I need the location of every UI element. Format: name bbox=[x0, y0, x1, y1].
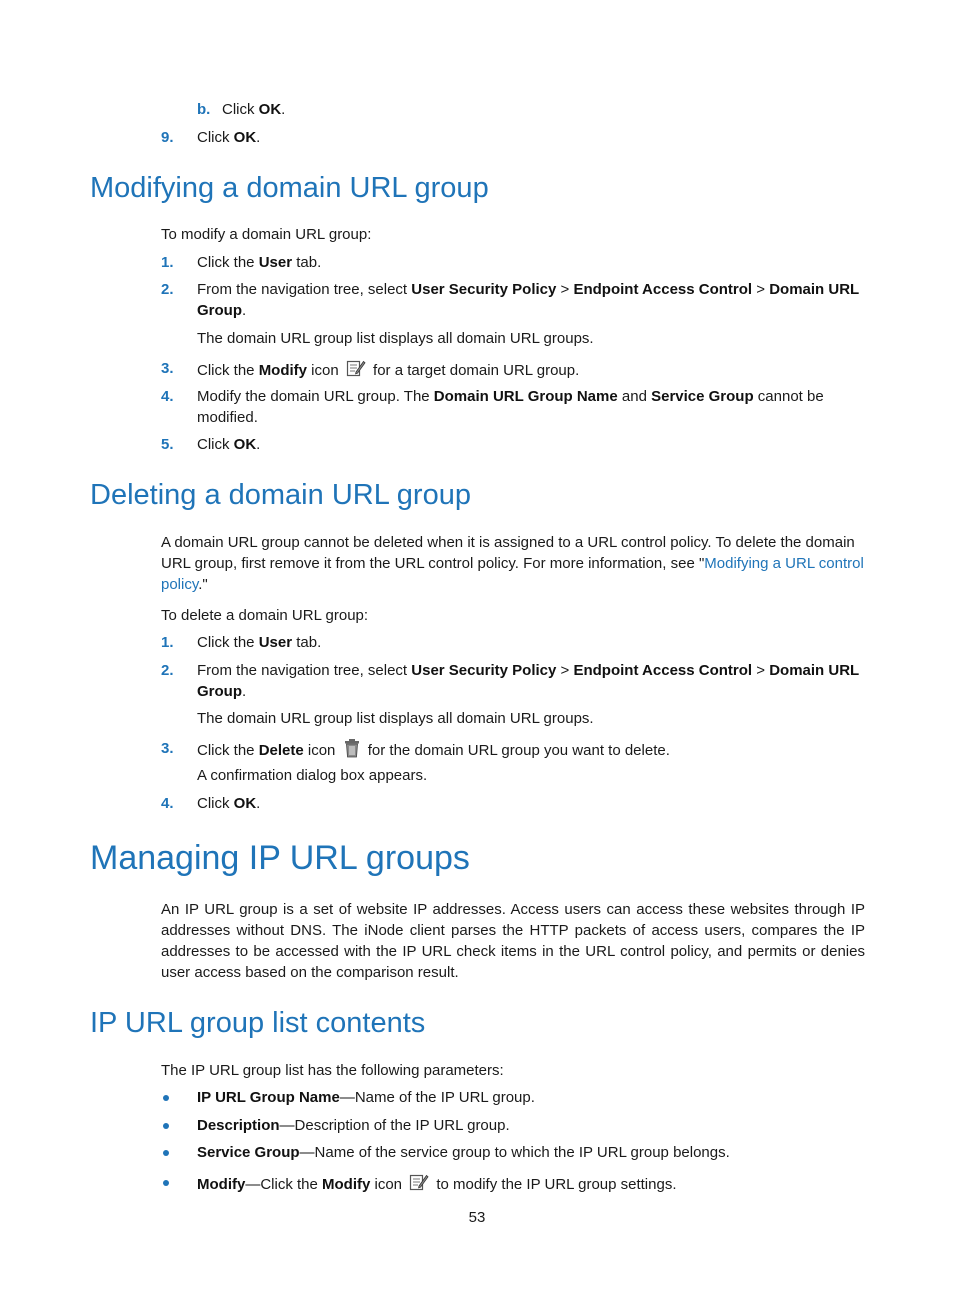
heading-modifying-domain-url-group: Modifying a domain URL group bbox=[90, 172, 489, 204]
modifying-url-control-policy-link[interactable]: Modifying a URL control bbox=[704, 555, 864, 572]
modify-step-4: Modify the domain URL group. The Domain URL Group Name and Service Group cannot be modified. bbox=[197, 388, 824, 426]
delete-step-number: 4. bbox=[161, 795, 174, 812]
modify-step-3: Click the Modify icon for a target domain URL group. bbox=[197, 358, 865, 384]
list-intro: The IP URL group list has the following parameters: bbox=[161, 1062, 504, 1079]
heading-managing-ip-url-groups: Managing IP URL groups bbox=[90, 839, 470, 877]
delete-step-number: 3. bbox=[161, 740, 174, 757]
delete-paragraph: A domain URL group cannot be deleted when it is assigned to a URL control policy. To delete the domain URL group, first remove it from the URL control policy. For more information, see "Modifying a URL control policy." bbox=[161, 534, 864, 593]
modify-step-1: Click the User tab. bbox=[197, 254, 322, 271]
bullet bbox=[163, 1150, 169, 1156]
delete-step-1: Click the User tab. bbox=[197, 634, 322, 651]
delete-intro: To delete a domain URL group: bbox=[161, 607, 369, 624]
step-letter-b: b. bbox=[197, 101, 211, 118]
modify-step-2-note: The domain URL group list displays all domain URL groups. bbox=[197, 330, 594, 347]
heading-ip-url-group-list-contents: IP URL group list contents bbox=[90, 1007, 426, 1039]
delete-step-4: Click OK. bbox=[197, 795, 261, 812]
page-number: 53 bbox=[468, 1209, 486, 1226]
modify-intro: To modify a domain URL group: bbox=[161, 226, 372, 243]
step-9-text: Click OK. bbox=[197, 129, 261, 146]
delete-step-number: 2. bbox=[161, 662, 174, 679]
step-number-9: 9. bbox=[161, 129, 174, 146]
delete-step-2: From the navigation tree, select User Security Policy > Endpoint Access Control > Domain URL Group. bbox=[197, 662, 860, 700]
list-item-ip-url-group-name: IP URL Group Name—Name of the IP URL group. bbox=[197, 1089, 535, 1106]
step-b-text: Click OK. bbox=[222, 101, 286, 118]
modify-icon bbox=[409, 1172, 429, 1198]
heading-deleting-domain-url-group: Deleting a domain URL group bbox=[90, 479, 471, 511]
delete-step-2-note: The domain URL group list displays all domain URL groups. bbox=[197, 710, 594, 727]
modify-step-5: Click OK. bbox=[197, 436, 261, 453]
list-item-description: Description—Description of the IP URL group. bbox=[197, 1117, 510, 1134]
modify-step-number: 2. bbox=[161, 281, 174, 298]
bullet bbox=[163, 1180, 169, 1186]
modifying-url-control-policy-link-cont[interactable]: policy bbox=[161, 576, 199, 593]
modify-step-number: 4. bbox=[161, 388, 174, 405]
list-item-service-group: Service Group—Name of the service group to which the IP URL group belongs. bbox=[197, 1144, 730, 1161]
managing-paragraph: An IP URL group is a set of website IP addresses. Access users can access these websites through IP addresses without DNS. The iNode client parses the HTTP packets of access users, compares the IP addresses to be accessed with the IP URL check items in the URL control policy, and permits or denies user access based on the comparison result. bbox=[161, 901, 865, 981]
modify-step-2: From the navigation tree, select User Security Policy > Endpoint Access Control > Domain URL Group. bbox=[197, 281, 860, 319]
trash-icon bbox=[343, 738, 361, 764]
list-item-modify: Modify—Click the Modify icon to modify the IP URL group settings. bbox=[197, 1172, 865, 1198]
bullet bbox=[163, 1095, 169, 1101]
modify-icon bbox=[346, 358, 366, 384]
delete-step-number: 1. bbox=[161, 634, 174, 651]
modify-step-number: 3. bbox=[161, 360, 174, 377]
delete-step-3: Click the Delete icon for the domain URL group you want to delete. bbox=[197, 738, 865, 764]
delete-step-3-note: A confirmation dialog box appears. bbox=[197, 767, 428, 784]
modify-step-number: 5. bbox=[161, 436, 174, 453]
modify-step-number: 1. bbox=[161, 254, 174, 271]
bullet bbox=[163, 1123, 169, 1129]
